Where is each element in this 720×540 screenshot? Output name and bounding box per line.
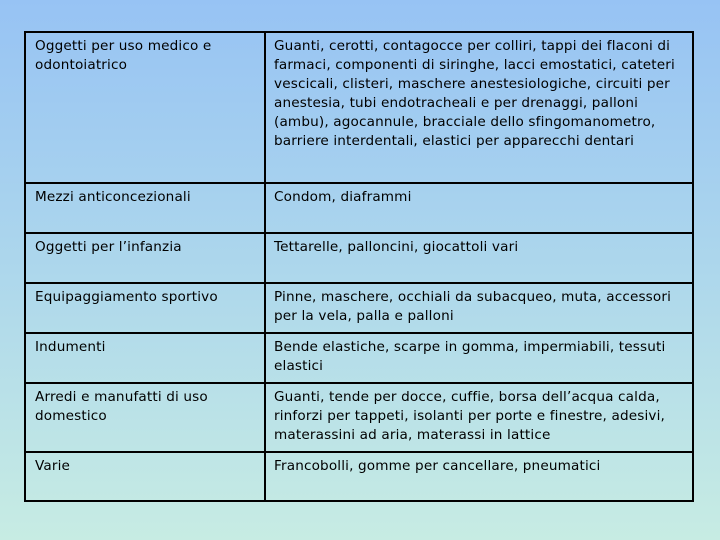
- category-cell: Varie: [25, 452, 265, 501]
- category-cell: Oggetti per uso medico e odontoiatrico: [25, 32, 265, 183]
- category-cell: Mezzi anticoncezionali: [25, 183, 265, 233]
- table-row: [25, 383, 693, 452]
- examples-cell: Bende elastiche, scarpe in gomma, impermiabili, tessuti elastici: [265, 333, 693, 383]
- category-cell: Arredi e manufatti di uso domestico: [25, 383, 265, 452]
- table-row: [25, 32, 693, 183]
- table-row: [25, 333, 693, 383]
- category-cell: Indumenti: [25, 333, 265, 383]
- table-row: [25, 452, 693, 501]
- examples-cell: Pinne, maschere, occhiali da subacqueo, muta, accessori per la vela, palla e palloni: [265, 283, 693, 333]
- examples-cell: Francobolli, gomme per cancellare, pneumatici: [265, 452, 693, 501]
- category-cell: Oggetti per l’infanzia: [25, 233, 265, 283]
- examples-cell: Guanti, tende per docce, cuffie, borsa dell’acqua calda, rinforzi per tappeti, isolanti per porte e finestre, adesivi, materassini ad aria, materassi in lattice: [265, 383, 693, 452]
- category-cell: Equipaggiamento sportivo: [25, 283, 265, 333]
- table-row: [25, 283, 693, 333]
- latex-items-table: [24, 31, 694, 502]
- table-row: [25, 233, 693, 283]
- examples-cell: Tettarelle, palloncini, giocattoli vari: [265, 233, 693, 283]
- examples-cell: Guanti, cerotti, contagocce per colliri, tappi dei flaconi di farmaci, componenti di siringhe, lacci emostatici, cateteri vescicali, clisteri, maschere anestesiologiche, circuiti per anestesia, tubi endotracheali e per drenaggi, palloni (ambu), agocannule, bracciale dello sfingomanometro, barriere interdentali, elastici per apparecchi dentari: [265, 32, 693, 183]
- examples-cell: Condom, diaframmi: [265, 183, 693, 233]
- table-row: [25, 183, 693, 233]
